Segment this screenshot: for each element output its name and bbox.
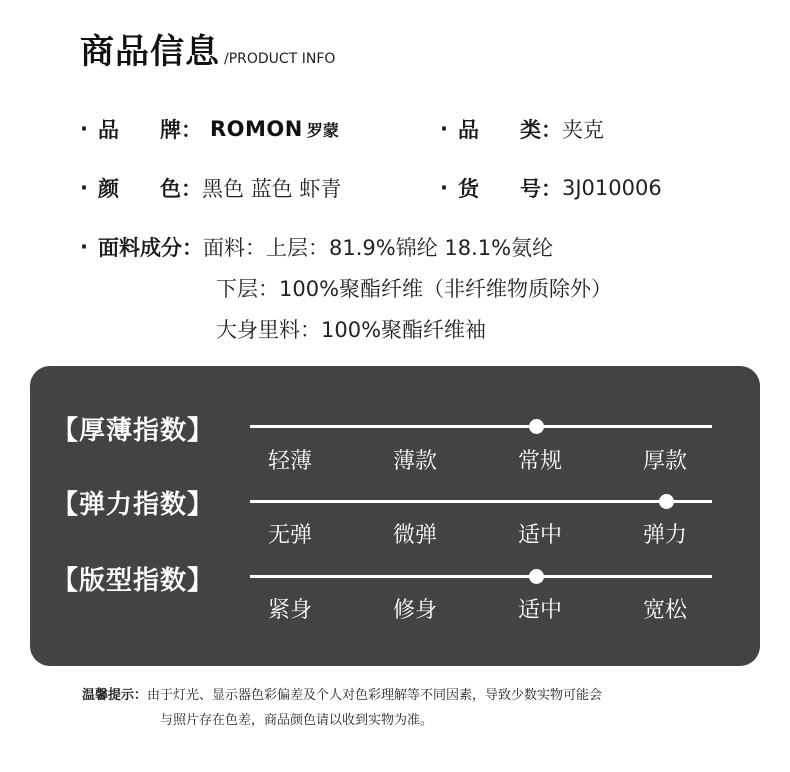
sku-value: 3J010006: [561, 176, 662, 200]
index-panel: [30, 366, 760, 666]
fit-track: [250, 575, 712, 578]
color-label-b: 色：: [159, 177, 202, 201]
color-label-a: 颜: [97, 177, 119, 201]
category-value: 夹克: [561, 118, 604, 142]
fabric-line3: 大身里料：100%聚酯纤维袖: [216, 318, 487, 342]
sku-label-a: 货: [457, 177, 479, 201]
fabric-line1: 面料：上层：81.9%锦纶 18.1%氨纶: [202, 236, 554, 260]
bullet: ·: [440, 176, 448, 200]
brand-value: ROMON: [209, 117, 303, 141]
brand-label-a: 品: [97, 118, 119, 142]
elasticity-option: 弹力: [642, 523, 687, 548]
thickness-option: 轻薄: [267, 449, 312, 474]
note-text1: 由于灯光、显示器色彩偏差及个人对色彩理解等不同因素，导致少数实物可能会: [147, 688, 603, 703]
note-line1: [82, 684, 602, 703]
brand-row: [80, 114, 339, 144]
sku-row: [440, 173, 662, 203]
bullet: ·: [80, 235, 88, 259]
fabric-row-2: [216, 273, 612, 303]
fabric-label: 面料成分：: [97, 236, 203, 260]
title-en: /PRODUCT INFO: [224, 51, 336, 67]
color-value: 黑色 蓝色 虾青: [201, 177, 342, 201]
thickness-label: 【厚薄指数】: [52, 416, 215, 446]
elasticity-option: 微弹: [392, 523, 437, 548]
category-label-b: 类：: [519, 118, 562, 142]
thickness-option: 厚款: [642, 449, 687, 474]
note-label: 温馨提示：: [82, 688, 148, 703]
fit-option: 紧身: [267, 598, 312, 623]
elasticity-knob: [659, 494, 674, 509]
note-line2: 与照片存在色差，商品颜色请以收到实物为准。: [160, 713, 434, 728]
thickness-option: 薄款: [392, 449, 437, 474]
fit-option: 适中: [517, 598, 562, 623]
brand-value-cn: 罗蒙: [306, 120, 339, 140]
thickness-option: 常规: [517, 449, 562, 474]
elasticity-track: [250, 500, 712, 503]
bullet: ·: [80, 117, 88, 141]
thickness-knob: [529, 419, 544, 434]
category-label-a: 品: [457, 118, 479, 142]
elasticity-option: 适中: [517, 523, 562, 548]
title-cn: 商品信息: [80, 32, 220, 72]
color-label: [98, 173, 202, 203]
elasticity-option: 无弹: [267, 523, 312, 548]
section-title: [80, 32, 335, 72]
fabric-row-3: [216, 314, 486, 344]
color-row: [80, 173, 341, 203]
brand-label: [98, 114, 202, 144]
fabric-line2: 下层：100%聚酯纤维（非纤维物质除外）: [216, 277, 613, 301]
fit-label: 【版型指数】: [52, 566, 215, 596]
sku-label: [458, 173, 562, 203]
category-row: [440, 114, 604, 144]
bullet: ·: [440, 117, 448, 141]
category-label: [458, 114, 562, 144]
brand-label-b: 牌：: [159, 118, 202, 142]
bullet: ·: [80, 176, 88, 200]
elasticity-label: 【弹力指数】: [52, 490, 215, 520]
fit-option: 宽松: [642, 598, 687, 623]
thickness-track: [250, 425, 712, 428]
fabric-row: [80, 232, 553, 262]
fit-knob: [529, 569, 544, 584]
fit-option: 修身: [392, 598, 437, 623]
sku-label-b: 号：: [519, 177, 562, 201]
